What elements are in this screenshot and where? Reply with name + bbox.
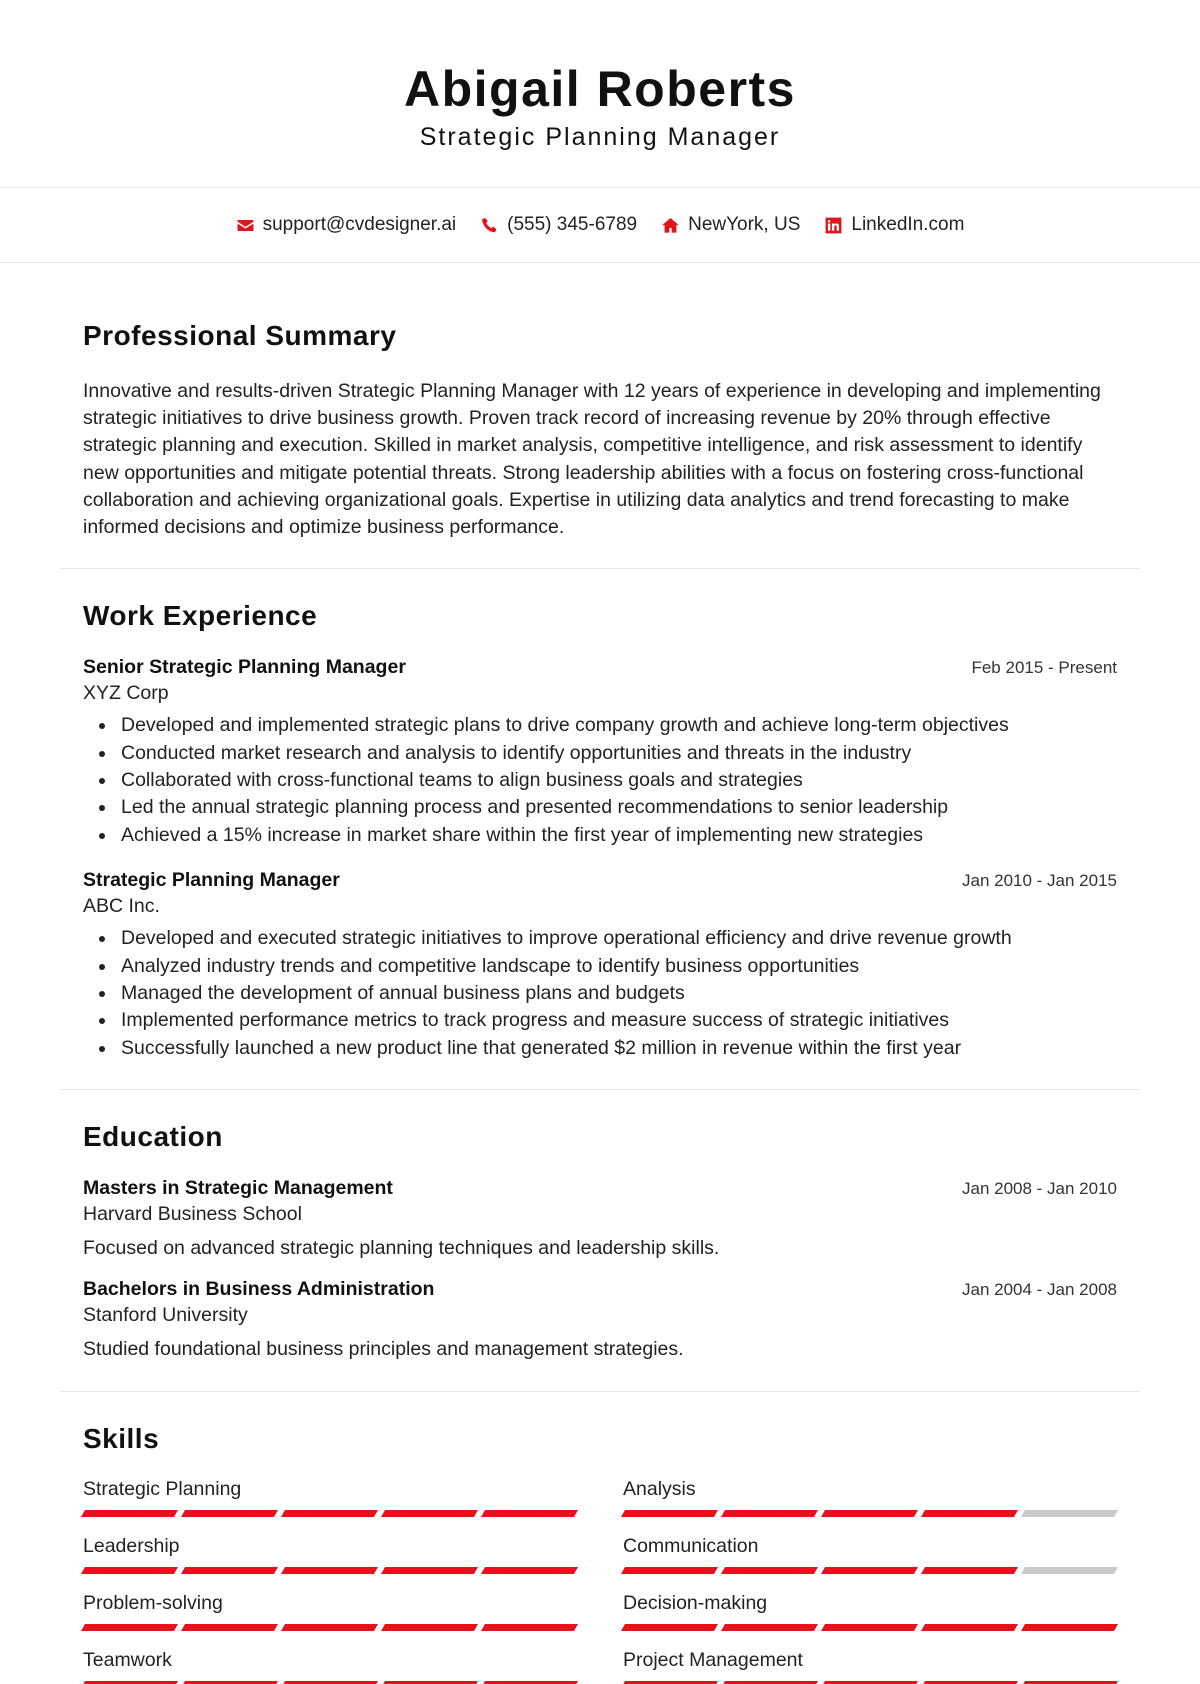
skill-level-bar [623,1624,1116,1631]
list-item: Achieved a 15% increase in market share within the first year of implementing new strategies [83,822,1117,849]
skill-level-segment [81,1567,178,1574]
education-description: Focused on advanced strategic planning techniques and leadership skills. [83,1237,720,1260]
contact-location-text: NewYork, US [688,214,801,235]
skill-level-segment [921,1624,1018,1631]
skill-level-segment [81,1510,178,1517]
job-bullets [83,712,1117,849]
education-entry [83,1175,1117,1262]
work-experience-section [60,569,1140,1090]
skill-level-segment [721,1510,818,1517]
job-bullets [83,925,1117,1062]
list-item: Conducted market research and analysis to identify opportunities and threats in the industry [83,740,1117,767]
skill-level-segment [621,1510,718,1517]
skill-level-segment [381,1624,478,1631]
skill-level-segment [621,1624,718,1631]
job-company: ABC Inc. [83,895,160,918]
skill-item [83,1534,576,1574]
skill-level-bar [83,1624,576,1631]
section-heading: Professional Summary [83,320,397,351]
skill-level-bar [623,1567,1116,1574]
contact-linkedin[interactable] [824,214,964,236]
skill-level-segment [1021,1624,1118,1631]
skill-name: Strategic Planning [83,1478,242,1501]
skill-level-segment [481,1567,578,1574]
contact-linkedin-text: LinkedIn.com [851,214,965,235]
skill-level-segment [821,1510,918,1517]
skill-level-segment [481,1510,578,1517]
skill-name: Problem-solving [83,1592,223,1615]
section-heading: Skills [83,1423,160,1455]
contact-email[interactable] [236,214,457,236]
skill-level-segment [181,1624,278,1631]
contact-bar [0,188,1200,263]
contact-email-text: support@cvdesigner.ai [262,214,457,235]
skill-level-segment [281,1567,378,1574]
skill-name: Communication [623,1535,759,1558]
skill-item [623,1477,1116,1517]
skill-level-segment [721,1624,818,1631]
skill-level-segment [821,1624,918,1631]
skill-item [83,1648,576,1684]
home-icon [661,216,680,235]
list-item: Successfully launched a new product line that generated $2 million in revenue within the first year [83,1035,1117,1062]
education-entry [83,1276,1117,1363]
phone-icon [480,216,499,235]
skill-level-segment [921,1510,1018,1517]
skill-level-segment [1021,1567,1118,1574]
list-item: Developed and implemented strategic plans to drive company growth and achieve long-term objectives [83,712,1117,739]
linkedin-icon [824,216,843,235]
skill-item [623,1591,1116,1631]
skill-level-segment [821,1567,918,1574]
job-role: Senior Strategic Planning Manager [83,656,406,679]
contact-location [661,214,800,236]
skill-item [83,1591,576,1631]
skill-level-segment [921,1567,1018,1574]
skill-item [623,1534,1116,1574]
professional-summary-section [60,263,1140,569]
education-date: Jan 2008 - Jan 2010 [961,1179,1117,1199]
school-name: Harvard Business School [83,1203,302,1226]
summary-text: Innovative and results-driven Strategic Planning Manager with 12 years of experience in developing and implementing strategic initiatives to drive business growth. Proven track record of increasing revenue by 20% through effective strategic planning and execution. Skilled in market analysis, competitive intelligence, and risk assessment to identify new opportunities and mitigate potential threats. Strong leadership abilities with a focus on fostering cross-functional collaboration and achieving organizational goals. Expertise in utilizing data analytics and trend forecasting to make informed decisions and optimize business performance. [83,380,1101,539]
school-name: Stanford University [83,1304,248,1327]
contact-phone[interactable] [480,214,637,236]
skills-section [60,1392,1140,1684]
skill-level-segment [721,1567,818,1574]
skill-name: Leadership [83,1535,180,1558]
skill-level-segment [181,1510,278,1517]
skill-name: Analysis [623,1478,696,1501]
skill-level-segment [1021,1510,1118,1517]
candidate-title: Strategic Planning Manager [419,123,781,151]
job-date: Feb 2015 - Present [971,658,1117,678]
skill-level-bar [623,1510,1116,1517]
skill-name: Decision-making [623,1592,768,1615]
job-entry [83,654,1117,849]
skill-item [623,1648,1116,1684]
job-role: Strategic Planning Manager [83,869,340,892]
list-item: Collaborated with cross-functional teams to align business goals and strategies [83,767,1117,794]
contact-phone-text: (555) 345-6789 [507,214,638,235]
candidate-name: Abigail Roberts [404,61,796,117]
skill-level-bar [83,1510,576,1517]
skill-level-segment [281,1624,378,1631]
education-description: Studied foundational business principles and management strategies. [83,1338,684,1361]
degree-title: Masters in Strategic Management [83,1177,393,1200]
skill-level-segment [481,1624,578,1631]
education-date: Jan 2004 - Jan 2008 [961,1280,1117,1300]
list-item: Led the annual strategic planning process and presented recommendations to senior leadership [83,794,1117,821]
job-date: Jan 2010 - Jan 2015 [961,871,1117,891]
skill-name: Project Management [623,1649,803,1672]
list-item: Implemented performance metrics to track progress and measure success of strategic initiatives [83,1007,1117,1034]
section-heading: Work Experience [83,600,318,632]
skill-level-segment [81,1624,178,1631]
list-item: Developed and executed strategic initiatives to improve operational efficiency and drive revenue growth [83,925,1117,952]
section-heading: Education [83,1121,223,1153]
skill-level-segment [181,1567,278,1574]
list-item: Analyzed industry trends and competitive landscape to identify business opportunities [83,953,1117,980]
job-company: XYZ Corp [83,682,169,705]
envelope-icon [236,216,255,235]
skill-level-segment [621,1567,718,1574]
skill-grid [83,1477,1117,1684]
skill-level-bar [83,1567,576,1574]
skill-level-segment [381,1567,478,1574]
job-entry [83,867,1117,1062]
skill-name: Teamwork [83,1649,172,1672]
skill-level-segment [281,1510,378,1517]
education-section [60,1090,1140,1392]
degree-title: Bachelors in Business Administration [83,1278,435,1301]
skill-level-segment [381,1510,478,1517]
skill-item [83,1477,576,1517]
list-item: Managed the development of annual business plans and budgets [83,980,1117,1007]
resume-header [0,0,1200,188]
